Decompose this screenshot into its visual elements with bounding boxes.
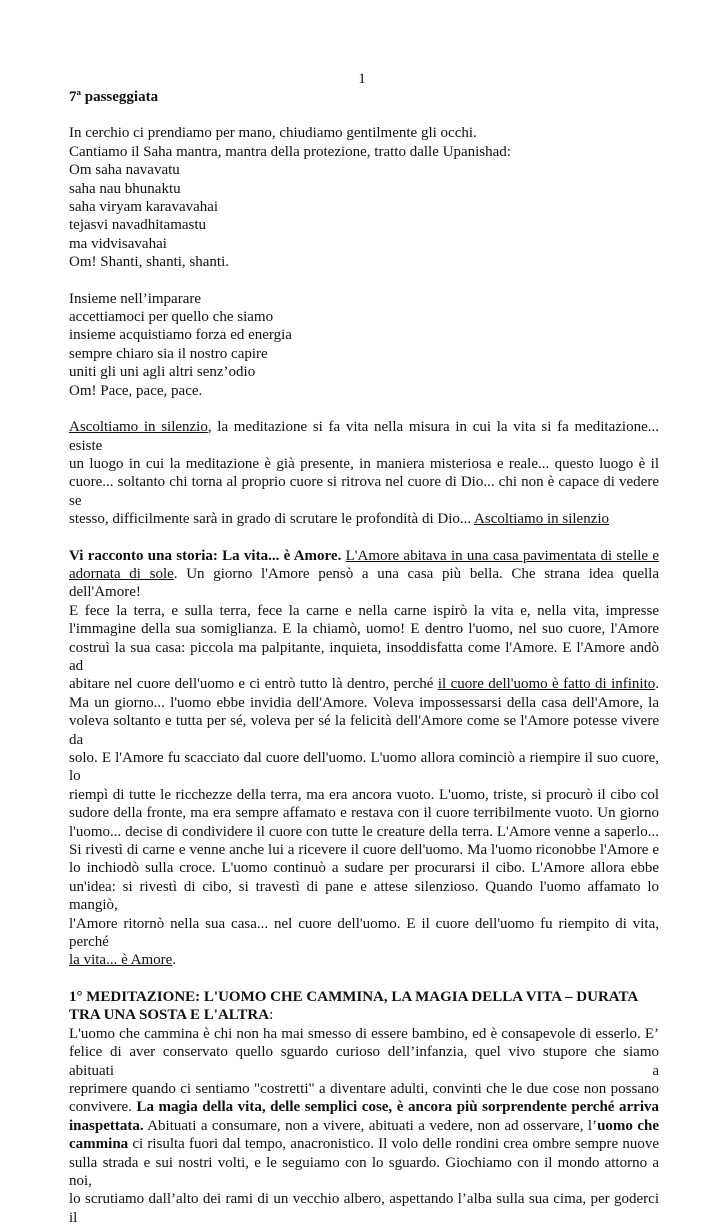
meditation-heading [69, 1006, 659, 1024]
mantra-line: Om saha navavatu [69, 162, 180, 179]
life-is-love-link[interactable]: la vita... è Amore [69, 952, 173, 969]
paragraph-line: Si rivestì di carne e venne anche lui a ricevere il cuore dell'uomo. Ma l'uomo riconobbe l'Amore e [69, 842, 659, 859]
text-run: . [172, 952, 177, 969]
paragraph-line: felice di aver conservato quello sguardo curioso dell’infanzia, quel vivo stupore che siamo abituati a [69, 1044, 659, 1079]
paragraph-line: lo scrutiamo dall’alto dei rami di un vecchio albero, aspettando l’alba sulla sua cima, per goderci il [69, 1191, 659, 1226]
story-paragraph [69, 547, 659, 970]
silence-paragraph [69, 418, 659, 528]
page-number: 1 [358, 71, 366, 87]
intro-line: In cerchio ci prendiamo per mano, chiudiamo gentilmente gli occhi. [69, 125, 477, 142]
paragraph-line: E fece la terra, e sulla terra, fece la carne e nella carne ispirò la vita e, nella vita, impresse [69, 602, 659, 619]
meditation-heading: 1° MEDITAZIONE: L'UOMO CHE CAMMINA, LA MAGIA DELLA VITA – DURATA [69, 988, 639, 1005]
paragraph-line [69, 1117, 659, 1135]
story-link[interactable]: adornata di sole [69, 565, 174, 582]
paragraph-line: reprimere quando ci sentiamo "costretti" a diventare adulti, convinti che le due cose non possano [69, 1080, 659, 1097]
page-content [69, 88, 659, 1227]
text-run: : [269, 1007, 274, 1024]
paragraph-line: un luogo in cui la meditazione è già presente, in maniera misteriosa e reale... questo luogo è il [69, 455, 659, 472]
paragraph-line: Ma un giorno... l'uomo ebbe invidia dell'Amore. Voleva impossessarsi della casa dell'Amore, la [69, 694, 659, 711]
paragraph-line: L'uomo che cammina è chi non ha mai smesso di essere bambino, ed è consapevole di esserlo. E’ [69, 1025, 659, 1042]
text-run: abitare nel cuore dell'uomo e ci entrò tutto là dentro, perché [69, 676, 438, 693]
intro-block [69, 124, 659, 271]
paragraph-line: lo inchiodò sulla croce. L'uomo continuò a sudare per procurarsi il cibo. L'Amore allora ebbe [69, 860, 659, 877]
paragraph-line [69, 418, 659, 455]
paragraph-line: un'idea: si rivestì di cibo, si travestì di pane e attese silenzioso. Quando l'uomo affamato lo mangiò, [69, 878, 659, 914]
intro-line: Cantiamo il Saha mantra, mantra della protezione, tratto dalle Upanishad: [69, 143, 511, 160]
bold-run: La magia della vita, delle semplici cose, è ancora più sorprendente perché arriva [136, 1099, 660, 1116]
story-heading: Vi racconto una storia: La vita... è Amore. [69, 547, 342, 564]
paragraph-line: riempì di tutte le ricchezze della terra, ma era ancora vuoto. L'uomo, triste, si procurò il cibo col [69, 786, 659, 803]
bold-run: inaspettata. [69, 1117, 144, 1134]
paragraph-line: sudore della fronte, ma era sempre affamato e restava con il cuore terribilmente vuoto. Un giorno [69, 805, 659, 822]
mantra-line: ma vidvisavahai [69, 235, 167, 252]
page-title: 7ª passeggiata [69, 89, 159, 105]
text-run: . [655, 676, 659, 693]
bold-run: uomo che [597, 1117, 660, 1134]
text-run: ci risulta fuori dal tempo, anacronistico. Il volo delle rondini crea ombre sempre nuove [128, 1136, 659, 1153]
silence-link[interactable]: Ascoltiamo in silenzio [69, 419, 208, 436]
paragraph-line [69, 1098, 659, 1116]
infinity-link[interactable]: il cuore dell'uomo è fatto di infinito [437, 676, 656, 693]
paragraph-line [69, 510, 659, 528]
mantra-line: saha nau bhunaktu [69, 180, 181, 197]
mantra-line: Om! Shanti, shanti, shanti. [69, 254, 229, 271]
paragraph-line [69, 565, 659, 602]
paragraph-line: solo. E l'Amore fu scacciato dal cuore dell'uomo. L'uomo allora cominciò a riempire il suo cuore, lo [69, 750, 659, 785]
verse-line: Insieme nell’imparare [69, 290, 202, 307]
paragraph-line: costruì la sua casa: piccola ma palpitante, inquieta, insoddisfatta come l'Amore. E l'Amore andò ad [69, 639, 659, 674]
verse-line: insieme acquistiamo forza ed energia [69, 327, 292, 344]
verse-line: accettiamoci per quello che siamo [69, 309, 274, 326]
mantra-line: saha viryam karavavahai [69, 199, 219, 216]
paragraph-line [69, 951, 659, 969]
text-run: Abituati a consumare, non a vivere, abituati a vedere, non ad osservare, l’ [143, 1117, 598, 1134]
text-run: , la meditazione si fa vita nella misura in cui la vita si fa meditazione... esiste [69, 419, 659, 454]
bold-run: cammina [69, 1136, 129, 1153]
mantra-line: tejasvi navadhitamastu [69, 217, 207, 234]
paragraph-line [69, 675, 659, 693]
verse-block [69, 290, 659, 400]
story-link[interactable]: L'Amore abitava in una casa pavimentata di stelle e [345, 547, 660, 564]
paragraph-line: voleva soltanto e tutta per sé, voleva per sé la felicità dell'Amore come se l'Amore potesse vivere da [69, 713, 659, 748]
paragraph-line [69, 1135, 659, 1153]
text-run: convivere. [69, 1099, 137, 1116]
paragraph-line: sulla strada e sui nostri volti, e le seguiamo con lo sguardo. Giochiamo con il mondo attorno a noi, [69, 1154, 659, 1189]
text-run: . Un giorno l'Amore pensò a una casa più bella. Che strana idea quella dell'Amore! [69, 565, 659, 601]
verse-line: uniti gli uni agli altri senz’odio [69, 364, 256, 381]
paragraph-line: l'Amore ritornò nella sua casa... nel cuore dell'uomo. E il cuore dell'uomo fu riempito di vita, perché [69, 915, 659, 951]
verse-line: sempre chiaro sia il nostro capire [69, 345, 268, 362]
verse-line: Om! Pace, pace, pace. [69, 382, 203, 399]
silence-link-2[interactable]: Ascoltiamo in silenzio [474, 511, 610, 528]
heading-run: TRA UNA SOSTA E L'ALTRA [69, 1007, 270, 1024]
paragraph-line: l'uomo... decise di condividere il cuore con tutte le creature della terra. L'Amore venne a saperlo... [69, 823, 659, 840]
text-run: stesso, difficilmente sarà in grado di scrutare le profondità di Dio... [69, 511, 475, 528]
paragraph-line: cuore... soltanto chi torna al proprio cuore si ritrova nel cuore di Dio... chi non è capace di vedere se [69, 474, 659, 509]
paragraph-line [69, 547, 659, 565]
paragraph-line: l'immagine della sua somiglianza. E la chiamò, uomo! E dentro l'uomo, nel suo cuore, l'Amore [69, 621, 659, 638]
